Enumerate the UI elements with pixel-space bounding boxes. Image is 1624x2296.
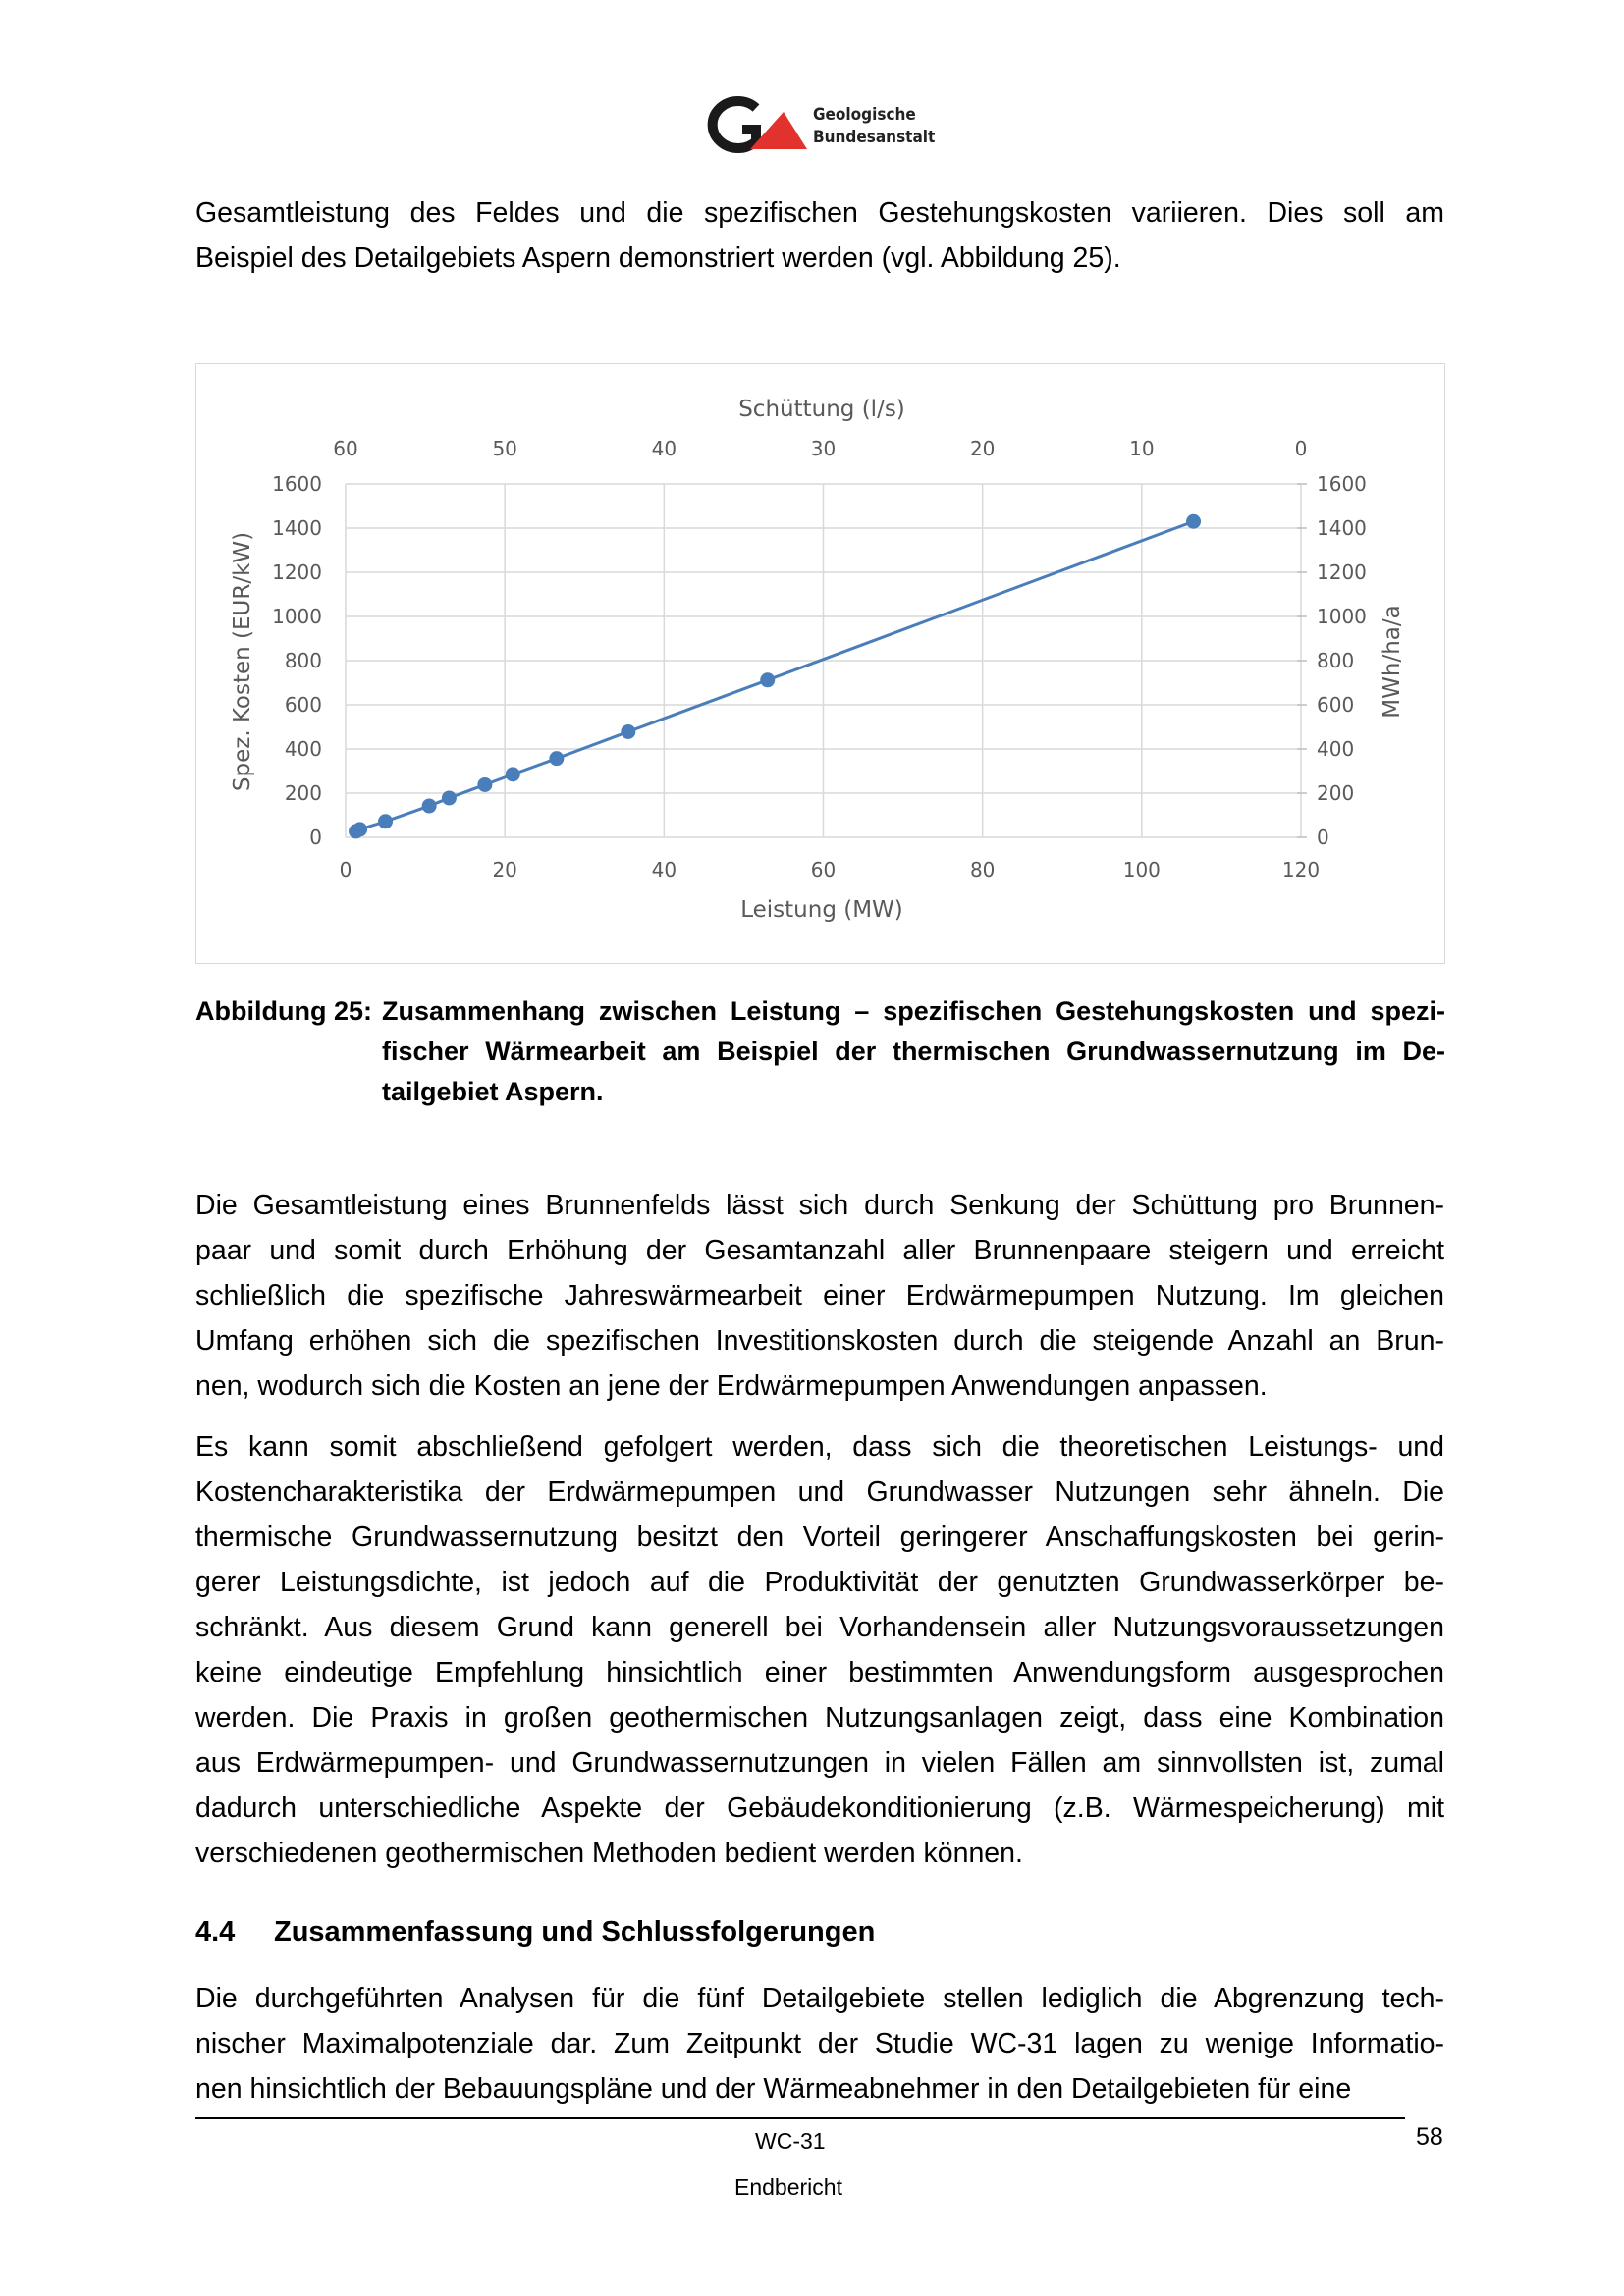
x-tick-label: 0 [339,858,352,881]
data-point [506,767,520,781]
text-line: paar und somit durch Erhöhung der Gesamtanzahl aller Brunnenpaare steigern und erreicht [195,1235,1444,1266]
data-point [378,814,393,828]
x-tick-label: 40 [651,858,677,881]
footer-rule [195,2117,1405,2119]
chart [196,364,1443,962]
x-tick-label: 80 [969,858,996,881]
caption-label: Abbildung 25: [195,996,372,1026]
y-tick-label: 0 [309,826,322,849]
y2-tick-label: 800 [1317,649,1355,672]
logo-line2: Bundesanstalt [813,128,936,147]
section-heading [195,1916,875,1949]
text-line: nen hinsichtlich der Bebauungspläne und der Wärmeabnehmer in den Detailgebieten für eine [195,2073,1352,2105]
top-axis-title: Schüttung (l/s) [738,397,905,422]
x-axis-title: Leistung (MW) [740,897,903,923]
text-line: aus Erdwärmepumpen- und Grundwassernutzungen in vielen Fällen am sinnvollsten ist, zumal [195,1747,1444,1779]
text-line: schränkt. Aus diesem Grund kann generell bei Vorhandensein aller Nutzungsvoraussetzungen [195,1612,1444,1643]
y2-tick-label: 1600 [1317,472,1367,496]
logo [705,94,960,161]
y-tick-label: 1200 [272,561,322,584]
intro-paragraph [195,190,1444,281]
y-tick-label: 400 [284,737,322,761]
top-tick-label: 30 [810,437,837,460]
y-tick-label: 200 [284,781,322,805]
logo-line1: Geologische [813,105,916,125]
text-line: thermische Grundwassernutzung besitzt den Vorteil geringerer Anschaffungskosten bei gerin- [195,1522,1444,1553]
data-point [549,751,564,766]
text-line: Kostencharakteristika der Erdwärmepumpen und Grundwasser Nutzungen sehr ähneln. Die [195,1476,1444,1508]
page-number: 58 [1416,2123,1443,2151]
top-tick-label: 20 [969,437,996,460]
logo-mark [705,94,807,161]
text-line: Die durchgeführten Analysen für die fünf Detailgebiete stellen lediglich die Abgrenzung tech- [195,1983,1444,2014]
caption-line: tailgebiet Aspern. [382,1077,604,1106]
data-point [621,724,635,739]
y2-tick-label: 1200 [1317,561,1367,584]
text-line: verschiedenen geothermischen Methoden bedient werden können. [195,1838,1023,1869]
text-line: nen, wodurch sich die Kosten an jene der Erdwärmepumpen Anwendungen anpassen. [195,1370,1268,1402]
footer-subtitle: Endbericht [734,2174,842,2200]
data-point [422,799,437,814]
x-tick-label: 120 [1281,858,1321,881]
y2-tick-label: 0 [1317,826,1329,849]
data-point [760,672,775,687]
text-line: werden. Die Praxis in großen geothermischen Nutzungsanlagen zeigt, dass eine Kombination [195,1702,1444,1734]
data-point [442,790,457,805]
text-line: Gesamtleistung des Feldes und die spezifischen Gestehungskosten variieren. Dies soll am [195,197,1444,229]
top-tick-label: 10 [1129,437,1155,460]
footer-code: WC-31 [755,2128,826,2154]
data-point [477,777,492,792]
text-line: Die Gesamtleistung eines Brunnenfelds lässt sich durch Senkung der Schüttung pro Brunnen- [195,1190,1444,1221]
data-point [1186,514,1201,529]
section-number: 4.4 [195,1916,236,1948]
y2-tick-label: 1400 [1317,516,1367,540]
top-tick-label: 50 [492,437,517,460]
paragraph-2 [195,1424,1444,1876]
section-title: Zusammenfassung und Schlussfolgerungen [274,1916,876,1948]
x-tick-label: 60 [810,858,837,881]
y-axis-title: Spez. Kosten (EUR/kW) [230,531,255,792]
y2-tick-label: 600 [1317,693,1355,717]
caption-line: fischer Wärmearbeit am Beispiel der thermischen Grundwassernutzung im De- [382,1037,1445,1066]
x-tick-label: 100 [1122,858,1161,881]
y2-axis-title: MWh/ha/a [1380,605,1405,719]
y-tick-label: 800 [284,649,322,672]
y2-tick-label: 400 [1317,737,1355,761]
text-line: nischer Maximalpotenziale dar. Zum Zeitpunkt der Studie WC-31 lagen zu wenige Informatio- [195,2028,1444,2059]
caption-text [382,991,1445,1112]
text-line: Es kann somit abschließend gefolgert werden, dass sich die theoretischen Leistungs- und [195,1431,1444,1463]
text-line: keine eindeutige Empfehlung hinsichtlich einer bestimmten Anwendungsform ausgesprochen [195,1657,1444,1688]
y-tick-label: 1400 [272,516,322,540]
logo-text [813,104,935,149]
text-line: schließlich die spezifische Jahreswärmearbeit einer Erdwärmepumpen Nutzung. Im gleichen [195,1280,1444,1311]
top-tick-label: 40 [651,437,677,460]
paragraph-3 [195,1976,1444,2111]
y2-tick-label: 1000 [1317,605,1367,628]
paragraph-1 [195,1183,1444,1409]
y-tick-label: 1600 [272,472,322,496]
data-point [352,822,367,836]
text-line: Umfang erhöhen sich die spezifischen Investitionskosten durch die steigende Anzahl an Brun- [195,1325,1444,1357]
text-line: gerer Leistungsdichte, ist jedoch auf die Produktivität der genutzten Grundwasserkörper be- [195,1567,1444,1598]
y-tick-label: 600 [284,693,322,717]
text-line: dadurch unterschiedliche Aspekte der Gebäudekonditionierung (z.B. Wärmespeicherung) mit [195,1792,1444,1824]
y-tick-label: 1000 [272,605,322,628]
top-tick-label: 0 [1294,437,1308,460]
figure-frame [195,363,1445,964]
top-tick-label: 60 [333,437,358,460]
text-line: Beispiel des Detailgebiets Aspern demonstriert werden (vgl. Abbildung 25). [195,242,1121,274]
x-tick-label: 20 [492,858,517,881]
caption-line: Zusammenhang zwischen Leistung – spezifischen Gestehungskosten und spezi- [382,996,1445,1026]
y2-tick-label: 200 [1317,781,1355,805]
